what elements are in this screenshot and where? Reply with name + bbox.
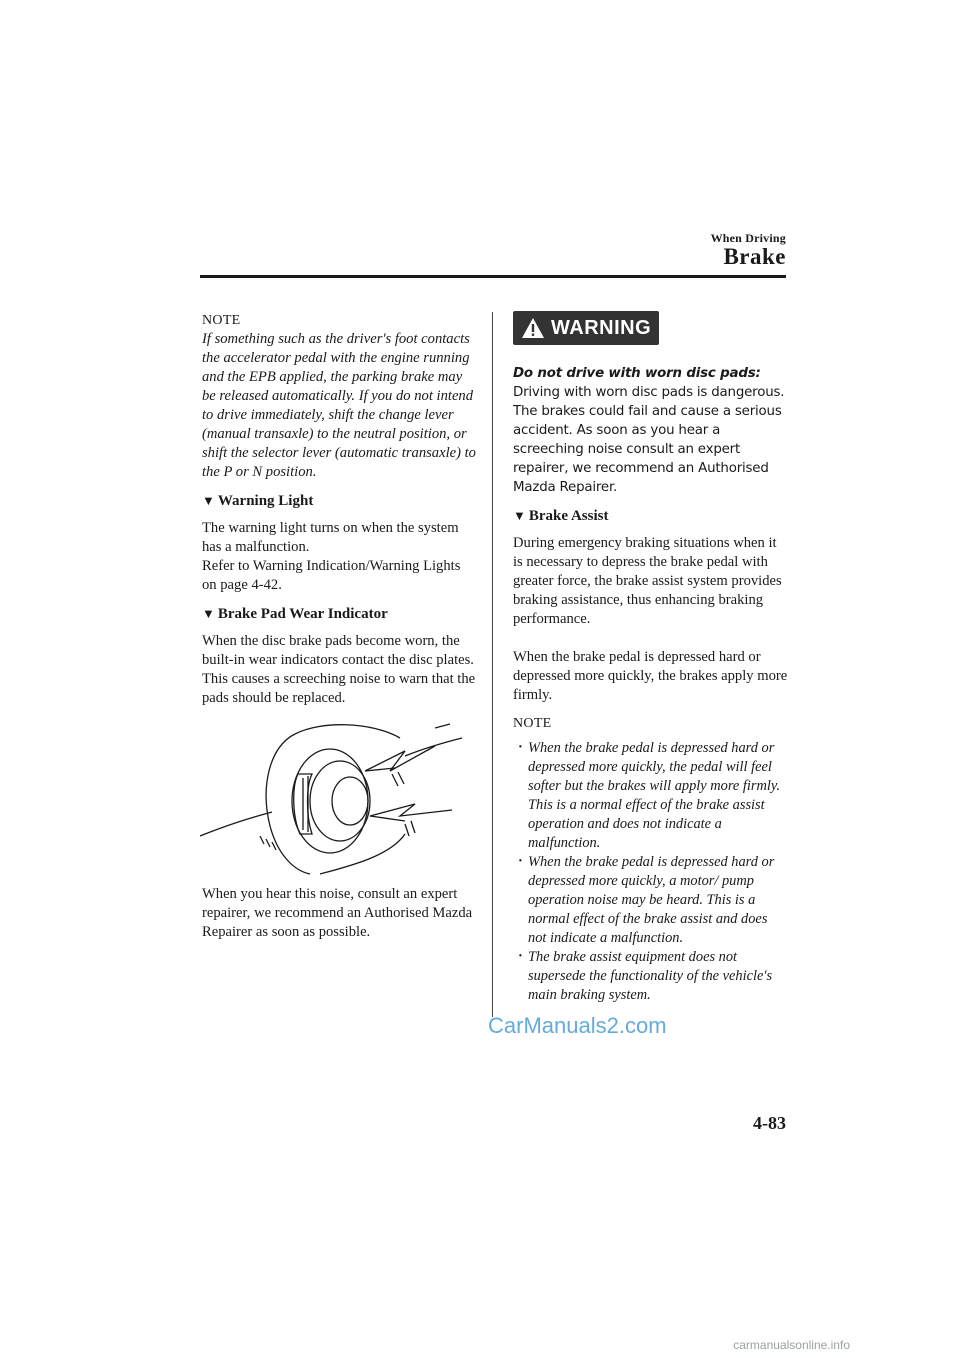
warning-triangle-icon: [521, 317, 545, 339]
triangle-down-icon: ▼: [202, 606, 215, 621]
list-item: · The brake assist equipment does not supersede the functionality of the vehicle's main braking system.: [513, 948, 788, 1005]
note-label: NOTE: [202, 313, 241, 328]
warning-badge: [513, 311, 659, 345]
pad-wear-text: When the disc brake pads become worn, the built-in wear indicators contact the disc plates. This causes a screeching noise to warn that the pads should be replaced.: [202, 633, 476, 706]
note-label: NOTE: [513, 716, 552, 731]
brake-assist-notes: [513, 739, 788, 1005]
watermark: CarManuals2.com: [488, 1013, 667, 1038]
triangle-down-icon: ▼: [202, 493, 215, 508]
list-item: · When the brake pedal is depressed hard or depressed more quickly, a motor/ pump operation noise may be heard. This is a normal effect of the brake assist and does not indicate a malfunction.: [513, 853, 788, 948]
warning-light-heading: ▼ Warning Light: [202, 493, 314, 509]
column-divider: [492, 312, 493, 1017]
right-column: [513, 311, 788, 1005]
epb-note: If something such as the driver's foot contacts the accelerator pedal with the engine running and the EPB applied, the parking brake may be released automatically. If you do not intend to drive immediately, shift the change lever (manual transaxle) to the neutral position, or shift the selector lever (automatic transaxle) to the P or N position.: [202, 331, 476, 480]
brake-assist-paragraph-1: During emergency braking situations when it is necessary to depress the brake pedal with greater force, the brake assist system provides braking assistance, thus enhancing braking performance.: [513, 535, 782, 627]
page-number: 4-83: [753, 1113, 786, 1133]
page-title: Brake: [723, 244, 786, 269]
warning-title: Do not drive with worn disc pads:: [513, 366, 761, 381]
warning-label: WARNING: [551, 316, 652, 339]
header-rule: [200, 275, 786, 278]
triangle-down-icon: ▼: [513, 508, 526, 523]
footer-watermark: carmanualsonline.info: [733, 1338, 850, 1352]
pad-wear-heading: ▼ Brake Pad Wear Indicator: [202, 606, 388, 622]
left-column: [202, 311, 477, 942]
warning-light-reference: Refer to Warning Indication/Warning Lights on page 4-42.: [202, 558, 461, 593]
pad-wear-advice: When you hear this noise, consult an expert repairer, we recommend an Authorised Mazda Repairer as soon as possible.: [202, 886, 473, 940]
section-label: When Driving: [710, 231, 786, 245]
warning-light-text: The warning light turns on when the system has a malfunction.: [202, 520, 459, 555]
brake-assist-heading: ▼ Brake Assist: [513, 508, 609, 524]
warning-text: Driving with worn disc pads is dangerous. The brakes could fail and cause a serious accident. As soon as you hear a screeching noise consult an expert repairer, we recommend an Authorised Mazda Repairer.: [513, 385, 785, 495]
list-item: · When the brake pedal is depressed hard or depressed more quickly, the pedal will feel softer but the brakes will apply more firmly. This is a normal effect of the brake assist operation and does not indicate a malfunction.: [513, 739, 788, 853]
brake-pad-wear-illustration: [200, 716, 475, 876]
brake-assist-paragraph-2: When the brake pedal is depressed hard or depressed more quickly, the brakes apply more firmly.: [513, 649, 788, 703]
